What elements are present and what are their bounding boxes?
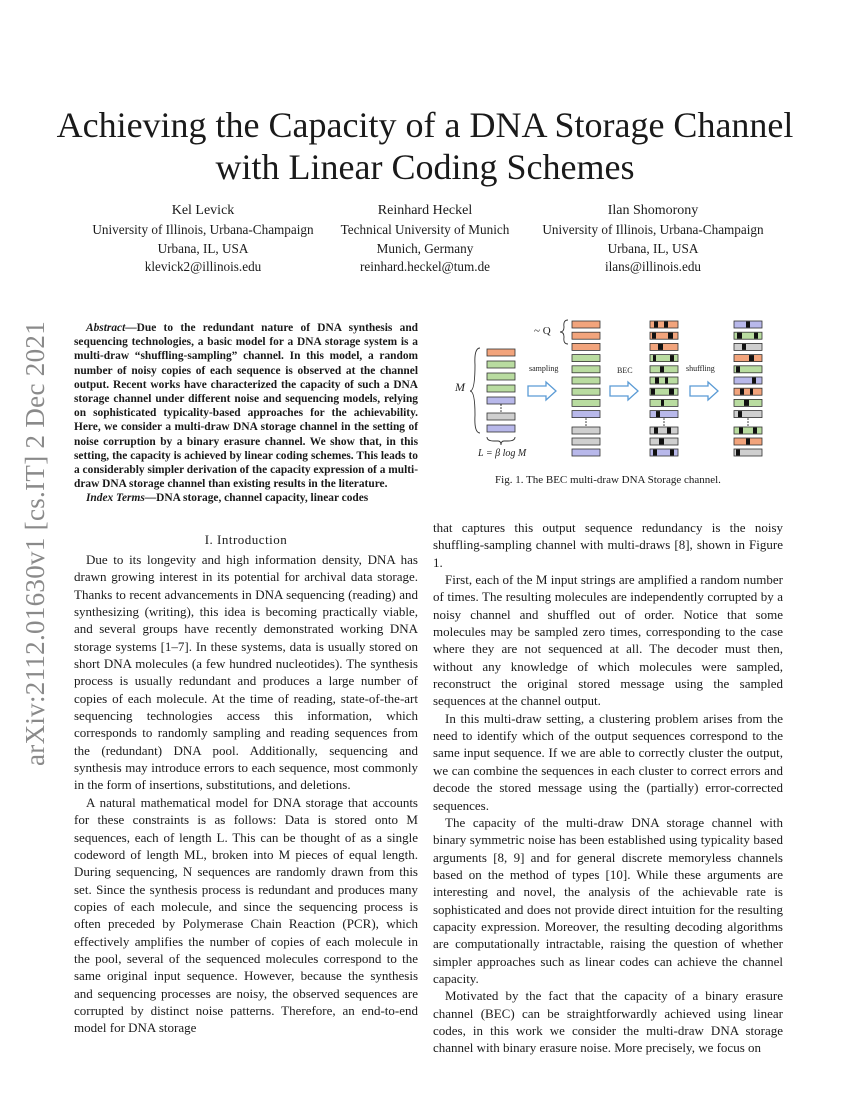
abstract-lead: Abstract bbox=[86, 322, 126, 334]
erasure-mark bbox=[654, 428, 658, 434]
sampled-strand bbox=[572, 355, 600, 362]
input-strand bbox=[487, 349, 515, 356]
ellipsis-dot bbox=[585, 421, 587, 423]
arxiv-stamp: arXiv:2112.01630v1 [cs.IT] 2 Dec 2021 bbox=[20, 321, 50, 766]
ellipsis-dot bbox=[747, 421, 749, 423]
right-column-body bbox=[433, 519, 783, 1057]
ellipsis-dot bbox=[747, 418, 749, 420]
author-location: Munich, Germany bbox=[376, 240, 474, 256]
figure-dna-channel bbox=[450, 315, 780, 465]
label-m: M bbox=[455, 380, 465, 394]
erasure-mark bbox=[652, 333, 656, 339]
erasure-mark bbox=[742, 344, 746, 350]
label-l: L = β log M bbox=[478, 448, 527, 459]
erasure-mark bbox=[738, 411, 742, 417]
erasure-mark bbox=[653, 450, 657, 456]
input-strand bbox=[487, 397, 515, 404]
ellipsis-dot bbox=[747, 424, 749, 426]
erasure-mark bbox=[661, 400, 664, 406]
sampled-strand bbox=[572, 449, 600, 456]
input-strand bbox=[487, 373, 515, 380]
erasure-mark bbox=[651, 389, 655, 395]
sampled-strand bbox=[572, 438, 600, 445]
author-affiliation: Technical University of Munich bbox=[340, 222, 510, 238]
label-q: ~ Q bbox=[534, 325, 551, 337]
sampled-strand bbox=[572, 332, 600, 339]
title-line-2: with Linear Coding Schemes bbox=[215, 147, 635, 187]
erasure-mark bbox=[736, 450, 740, 456]
sampled-strand bbox=[572, 427, 600, 434]
input-strand bbox=[487, 385, 515, 392]
ellipsis-dot bbox=[663, 421, 665, 423]
abstract bbox=[74, 321, 418, 506]
paragraph: Due to its longevity and high information density, DNA has drawn growing interest in its potential for archival data storage. Thanks to recent advancements in DNA sequencing (reading) and synthesizing (writing), this idea is becoming practically viable, and several groups have recently demonstrated working DNA storage systems [1–7]. In these systems, data is usually stored on short DNA molecules (a few hundred nucleotides). The synthesis process is usually redundant and produces a large number of copies of each molecule. At the time of reading, state-of-the-art sequencing technologies access this information, which corresponds to randomly sampling and reading sequences from the (redundant) DNA pool. Additionally, sequencing and synthesis may introduce errors to each sequence, most commonly in the form of insertions, substitutions, and deletions. bbox=[74, 552, 418, 793]
stage-sampling-label: sampling bbox=[529, 364, 559, 373]
section-heading: I. Introduction bbox=[204, 532, 288, 547]
author-email: ilans@illinois.edu bbox=[604, 259, 702, 275]
bec-strand bbox=[650, 377, 678, 384]
m-brace bbox=[470, 348, 480, 433]
erasure-mark bbox=[736, 366, 740, 372]
erasure-mark bbox=[665, 378, 668, 384]
author-block-2 bbox=[300, 202, 550, 277]
ellipsis-dot bbox=[663, 424, 665, 426]
paragraph: First, each of the M input strings are amplified a random number of times. The resulting molecules are independently corrupted by a noisy channel and shuffled out of order. Notice that some molecules may be sampled zero times, corresponding to the case where they are not sequenced at all. The decoder must then, without any knowledge of which molecules were sampled, reconstruct the original stored message using the sampled sequences at the channel output. bbox=[433, 572, 783, 709]
flow-arrow bbox=[528, 382, 556, 400]
sampled-strand bbox=[572, 377, 600, 384]
erasure-mark bbox=[669, 389, 674, 395]
erasure-mark bbox=[746, 439, 750, 445]
sampled-strand bbox=[572, 411, 600, 418]
index-terms-lead: Index Terms bbox=[86, 492, 145, 505]
author-block-3 bbox=[528, 202, 778, 277]
shuffled-strand bbox=[734, 388, 762, 395]
erasure-mark bbox=[656, 411, 660, 417]
erasure-mark bbox=[655, 378, 659, 384]
author-affiliation: University of Illinois, Urbana-Champaign bbox=[92, 222, 314, 238]
author-block-1 bbox=[78, 202, 328, 277]
erasure-mark bbox=[750, 389, 753, 395]
erasure-mark bbox=[658, 344, 663, 350]
erasure-mark bbox=[753, 428, 757, 434]
erasure-mark bbox=[664, 322, 668, 328]
shuffled-strand bbox=[734, 427, 762, 434]
ellipsis-dot bbox=[585, 418, 587, 420]
index-terms-text: —DNA storage, channel capacity, linear codes bbox=[144, 492, 369, 505]
erasure-mark bbox=[744, 400, 749, 406]
ellipsis-dot bbox=[500, 404, 502, 406]
author-email: reinhard.heckel@tum.de bbox=[359, 259, 491, 275]
erasure-mark bbox=[754, 333, 758, 339]
shuffled-strand bbox=[734, 355, 762, 362]
erasure-mark bbox=[654, 322, 658, 328]
erasure-mark bbox=[746, 322, 750, 328]
sampled-strand bbox=[572, 388, 600, 395]
author-name: Ilan Shomorony bbox=[607, 203, 699, 218]
sampled-strand bbox=[572, 399, 600, 406]
erasure-mark bbox=[740, 389, 744, 395]
sampled-strand bbox=[572, 343, 600, 350]
erasure-mark bbox=[659, 439, 664, 445]
shuffled-strand bbox=[734, 343, 762, 350]
q-brace bbox=[560, 320, 568, 344]
sampled-strand bbox=[572, 366, 600, 373]
author-name: Reinhard Heckel bbox=[377, 203, 473, 218]
author-name: Kel Levick bbox=[171, 203, 235, 218]
erasure-mark bbox=[737, 333, 742, 339]
erasure-mark bbox=[653, 355, 656, 361]
l-brace bbox=[487, 437, 515, 445]
paragraph: In this multi-draw setting, a clustering problem arises from the need to identify which of the output sequences correspond to the same input sequence. If we are able to correctly cluster the output, we can combine the sequences in each cluster to correct errors and decode the stored message using the (partially) error-corrected sequences. bbox=[433, 710, 783, 813]
erasure-mark bbox=[667, 428, 671, 434]
erasure-mark bbox=[670, 450, 674, 456]
title-line-1: Achieving the Capacity of a DNA Storage Channel bbox=[56, 105, 794, 145]
paragraph: A natural mathematical model for DNA storage that accounts for these constraints is as follows: Data is stored onto M sequences, each of length L. This can be thought of as a single codeword of length ML, broken into M pieces of equal length. During sequencing, N sequences are randomly drawn from this set. Since the synthesis process is redundant and produces many copies of each molecule, and since the sequencing process is often preceded by Polymerase Chain Reaction (PCR), which effectively amplifies the number of copies of each molecule in the pool, several of the sequenced molecules correspond to the same original input sequence. However, because the synthesis and sequencing processes are noisy, the observed sequences are corrupted by distinct noise patterns. Therefore, an end-to-end model for DNA storage bbox=[74, 794, 418, 1036]
erasure-mark bbox=[668, 333, 673, 339]
figure-caption: Fig. 1. The BEC multi-draw DNA Storage channel. bbox=[495, 474, 721, 486]
author-location: Urbana, IL, USA bbox=[157, 240, 249, 256]
paragraph: Motivated by the fact that the capacity of a binary erasure channel (BEC) can be straightforwardly achieved using linear codes, in this work we consider the multi-draw DNA storage channel with binary erasure noise. More precisely, we focus on bbox=[433, 988, 783, 1056]
paragraph: that captures this output sequence redundancy is the noisy shuffling-sampling channel with multi-draws [8], shown in Figure 1. bbox=[433, 520, 783, 570]
bec-strand bbox=[650, 343, 678, 350]
erasure-mark bbox=[670, 355, 674, 361]
author-affiliation: University of Illinois, Urbana-Champaign bbox=[542, 222, 764, 238]
stage-bec-label: BEC bbox=[617, 366, 633, 375]
flow-arrow bbox=[610, 382, 638, 400]
bec-strand bbox=[650, 411, 678, 418]
page-title bbox=[0, 104, 850, 188]
erasure-mark bbox=[749, 355, 754, 361]
stage-shuffling-label: shuffling bbox=[686, 364, 715, 373]
paragraph: The capacity of the multi-draw DNA storage channel with binary symmetric noise has been established using typicality based arguments [8, 9] and for general discrete memoryless channels based on the method of types [10]. While these arguments are interesting and novel, the analysis of the achievable rate is sophisticated and does not provide direct intuition for the resulting capacity expression. Moreover, the resulting decoding algorithms are computationally intractable, raising the question of whether simpler approaches such as linear codes can achieve the channel capacity. bbox=[433, 814, 783, 986]
author-location: Urbana, IL, USA bbox=[607, 240, 699, 256]
erasure-mark bbox=[739, 428, 743, 434]
left-column-body bbox=[74, 551, 418, 1037]
input-strand bbox=[487, 413, 515, 420]
flow-arrow bbox=[690, 382, 718, 400]
input-strand bbox=[487, 425, 515, 432]
author-email: klevick2@illinois.edu bbox=[144, 259, 262, 275]
erasure-mark bbox=[660, 366, 664, 372]
input-strand bbox=[487, 361, 515, 368]
sampled-strand bbox=[572, 321, 600, 328]
shuffled-strand bbox=[734, 377, 762, 384]
abstract-text: —Due to the redundant nature of DNA synthesis and sequencing technologies, a basic model for a DNA storage system is a multi-draw “shuffling-sampling” channel. In this model, a random number of noisy copies of each sequence is observed at the channel output. Recent works have characterized the capacity of such a DNA storage channel under different noise and sequencing models, relying on sophisticated typicality-based approaches for the achievability. Here, we consider a multi-draw DNA storage channel in the setting of noise corruption by a binary erasure channel. We show that, in this setting, the capacity is achieved by linear coding schemes. This leads to a considerably simpler derivation of the capacity expression of a multi-draw DNA storage channel than existing results in the literature. bbox=[74, 322, 418, 491]
ellipsis-dot bbox=[500, 410, 502, 412]
ellipsis-dot bbox=[663, 418, 665, 420]
erasure-mark bbox=[752, 378, 756, 384]
ellipsis-dot bbox=[500, 407, 502, 409]
ellipsis-dot bbox=[585, 424, 587, 426]
